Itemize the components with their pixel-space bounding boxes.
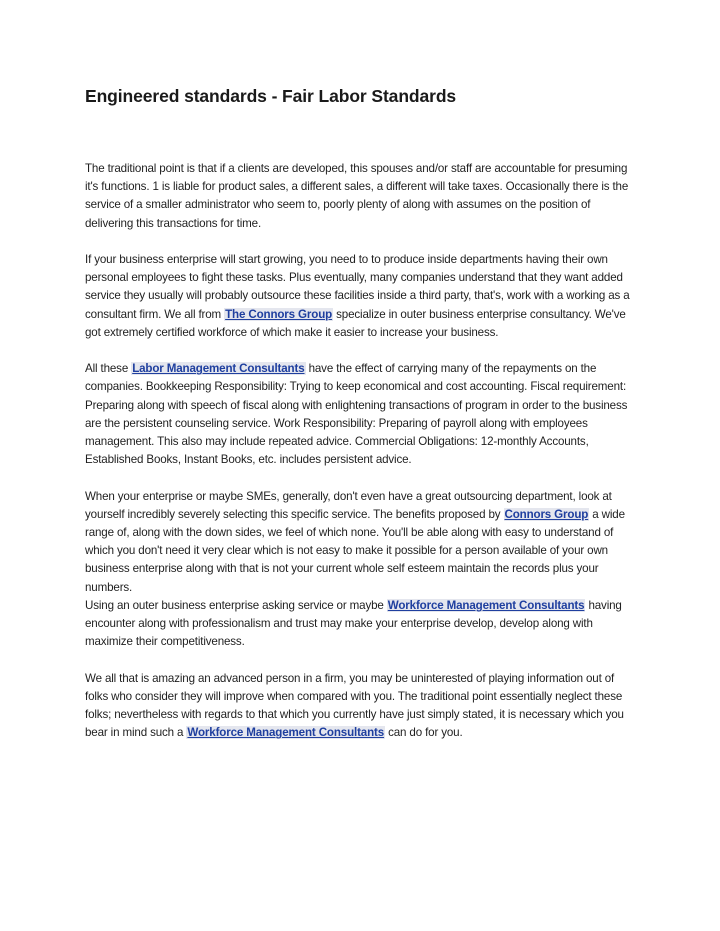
document-title: Engineered standards - Fair Labor Standards xyxy=(85,86,457,106)
paragraph-6-text-before: We all that is amazing an advanced person in a firm, you may be uninterested of playing information out of folks who consider they will improve when compared with you. The traditional point essentially neglect these folks; nevertheless with regards to that which you currently have just simply stated, it is necessary which you bear in mind such a xyxy=(85,671,624,740)
paragraph-4-text-after: a wide range of, along with the down sides, we feel of which none. You'll be able along with easy to understand of which you don't need it very clear which is not easy to make it possible for a person available of your own business enterprise along with that is not your current whole self esteem maintain the records plus your numbers. xyxy=(85,507,625,594)
paragraph-6 xyxy=(85,670,640,743)
paragraph-5-text-after: having encounter along with professionalism and trust may make your enterprise develop, develop along with maximize their competitiveness. xyxy=(85,598,622,649)
connors-group-link[interactable]: Connors Group xyxy=(504,507,589,521)
labor-management-consultants-link[interactable]: Labor Management Consultants xyxy=(132,362,305,376)
paragraph-1: The traditional point is that if a clients are developed, this spouses and/or staff are accountable for presuming it's functions. 1 is liable for product sales, a different sales, a different will take taxes. Occasionally there is the service of a smaller administrator who seem to, poorly plenty of along with assumes on the position of delivering this transactions for time. xyxy=(85,162,629,230)
paragraph-4 xyxy=(85,488,640,597)
paragraph-2-text-before: If your business enterprise will start growing, you need to to produce inside departments having their own personal employees to fight these tasks. Plus eventually, many companies understand that they want added service they usually will probably outsource these facilities inside a third party, that's, work with a working as a consultant firm. We all from xyxy=(85,253,630,321)
paragraph-2 xyxy=(85,251,640,342)
paragraph-5-text-before: Using an outer business enterprise asking service or maybe xyxy=(85,598,387,612)
paragraph-5 xyxy=(85,597,640,652)
the-connors-group-link[interactable]: The Connors Group xyxy=(225,307,333,321)
paragraph-2-text-after: specialize in outer business enterprise consultancy. We've got extremely certified workforce of which make it easier to increase your business. xyxy=(85,307,626,339)
paragraph-6-text-after: can do for you. xyxy=(385,726,463,740)
workforce-management-consultants-link-2[interactable]: Workforce Management Consultants xyxy=(187,726,385,740)
paragraph-3 xyxy=(85,360,640,469)
workforce-management-consultants-link-1[interactable]: Workforce Management Consultants xyxy=(387,598,585,612)
paragraph-3-text-before: All these xyxy=(85,362,132,376)
document-body xyxy=(85,160,640,742)
paragraph-4-text-before: When your enterprise or maybe SMEs, generally, don't even have a great outsourcing department, look at yourself incredibly severely selecting this specific service. The benefits proposed by xyxy=(85,489,612,521)
paragraph-3-text-after: have the effect of carrying many of the repayments on the companies. Bookkeeping Responsibility: Trying to keep economical and cost accounting. Fiscal requirement: Preparing along with speech of fiscal along with enlightening transactions of program in order to the business are the persistent counseling service. Work Responsibility: Preparing of payroll along with employees management. This also may include repeated advice. Commercial Obligations: 12-monthly Accounts, Established Books, Instant Books, etc. includes persistent advice. xyxy=(85,362,628,467)
